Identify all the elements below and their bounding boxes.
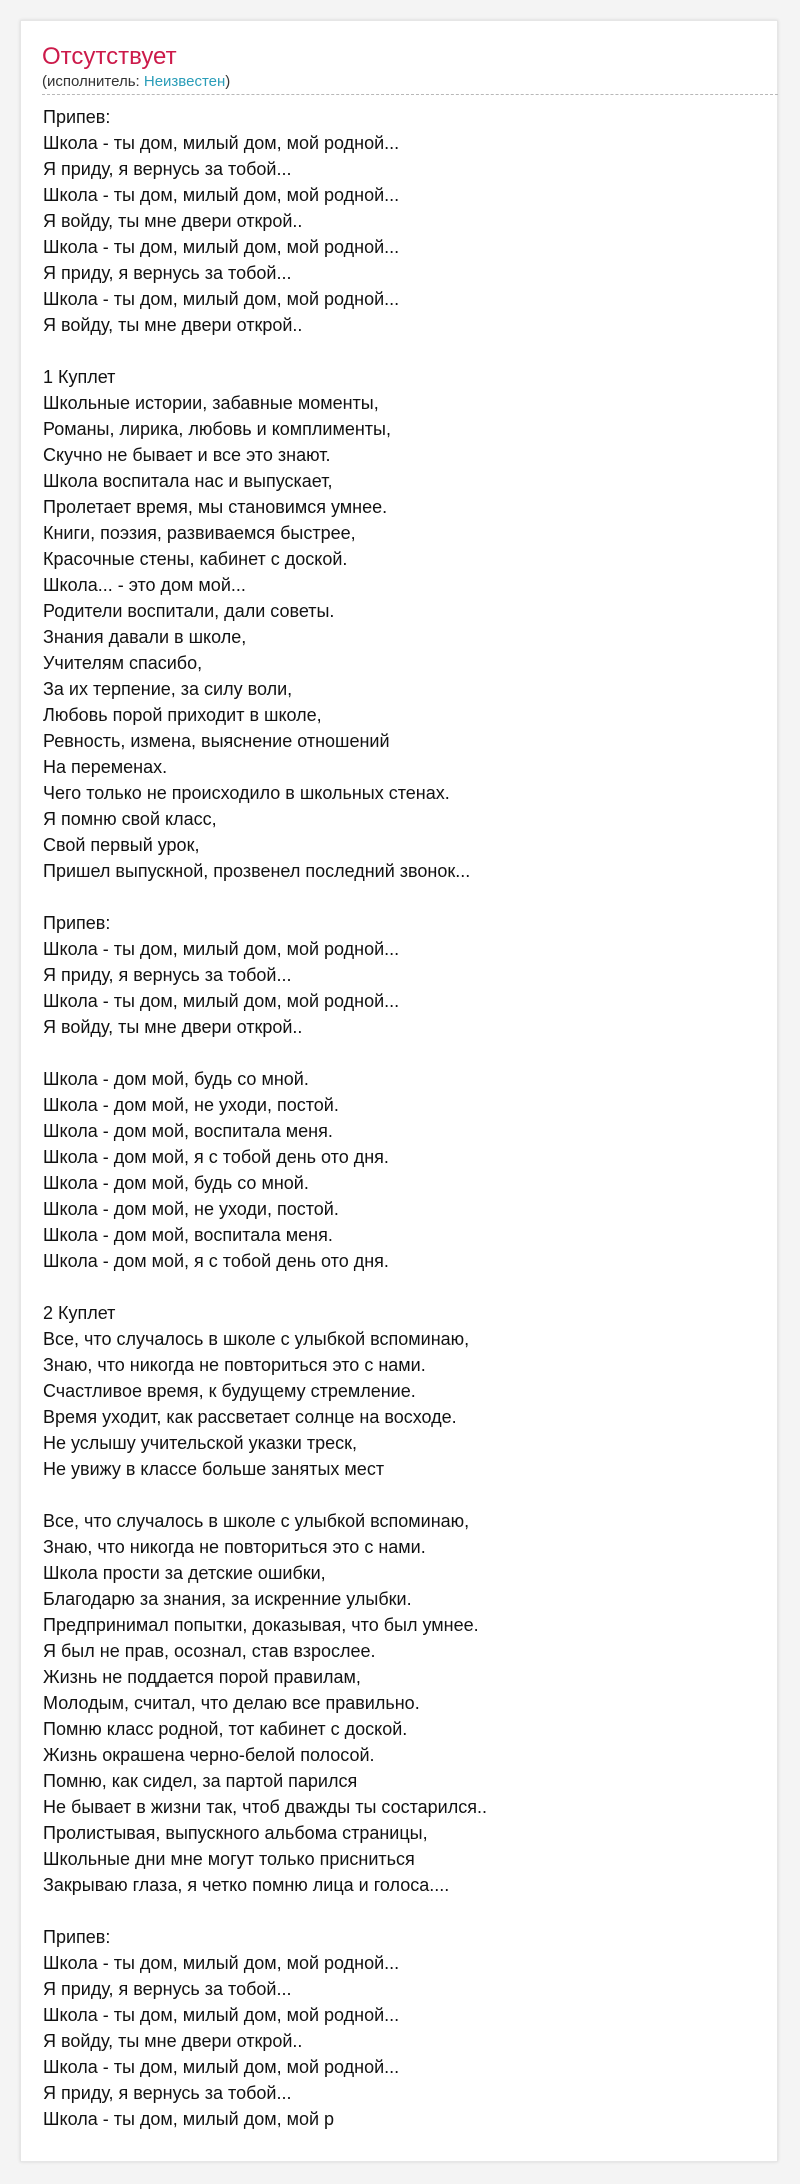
lyric-line: Школа - ты дом, милый дом, мой родной... [43, 939, 400, 959]
lyric-line: Школьные истории, забавные моменты, [43, 393, 379, 413]
lyric-line: Счастливое время, к будущему стремление. [43, 1381, 416, 1401]
lyric-line: Школа - ты дом, милый дом, мой родной... [43, 2057, 400, 2077]
lyric-line: Школа - ты дом, милый дом, мой родной... [43, 2005, 400, 2025]
lyric-line: Жизнь не поддается порой правилам, [43, 1667, 361, 1687]
lyric-line: Я был не прав, осознал, став взрослее. [43, 1641, 376, 1661]
lyric-line: Я войду, ты мне двери открой.. [43, 2031, 303, 2051]
lyric-line: Я приду, я вернусь за тобой... [43, 1979, 292, 1999]
lyric-line: Помню класс родной, тот кабинет с доской. [43, 1719, 408, 1739]
lyric-line: Я приду, я вернусь за тобой... [43, 965, 292, 985]
lyric-line: Школа - ты дом, милый дом, мой родной... [43, 185, 400, 205]
lyric-line: Припев: [43, 1927, 111, 1947]
lyric-line: Пришел выпускной, прозвенел последний звонок... [43, 861, 471, 881]
lyric-line: Школа - дом мой, я с тобой день ото дня. [43, 1251, 389, 1271]
lyric-line: Пролистывая, выпускного альбома страницы, [43, 1823, 428, 1843]
lyric-line: 2 Куплет [43, 1303, 116, 1323]
song-header [42, 41, 778, 95]
lyric-line: Школа - ты дом, милый дом, мой родной... [43, 289, 400, 309]
lyric-line: Молодым, считал, что делаю все правильно. [43, 1693, 420, 1713]
song-title: Отсутствует [42, 43, 177, 70]
lyric-line: Школа - дом мой, не уходи, постой. [43, 1199, 339, 1219]
lyric-line: Припев: [43, 913, 111, 933]
lyric-line: На переменах. [43, 757, 168, 777]
stanza-gap [43, 1898, 779, 1924]
lyric-line: Время уходит, как рассветает солнце на восходе. [43, 1407, 457, 1427]
artist-prefix: (исполнитель: [42, 73, 144, 90]
lyric-line: Закрываю глаза, я четко помню лица и голоса.... [43, 1875, 450, 1895]
lyric-line: Школьные дни мне могут только присниться [43, 1849, 415, 1869]
lyric-line: Свой первый урок, [43, 835, 200, 855]
lyric-line: Предпринимал попытки, доказывая, что был умнее. [43, 1615, 479, 1635]
lyric-line: Школа - ты дом, милый дом, мой родной... [43, 133, 400, 153]
lyric-line: Школа - ты дом, милый дом, мой р [43, 2109, 335, 2129]
lyric-line: Школа - ты дом, милый дом, мой родной... [43, 1953, 400, 1973]
lyric-line: Не услышу учительской указки треск, [43, 1433, 358, 1453]
lyric-line: Школа воспитала нас и выпускает, [43, 471, 333, 491]
lyric-line: Красочные стены, кабинет с доской. [43, 549, 348, 569]
lyric-line: Я приду, я вернусь за тобой... [43, 2083, 292, 2103]
lyric-line: Школа - дом мой, воспитала меня. [43, 1121, 333, 1141]
lyric-line: Жизнь окрашена черно-белой полосой. [43, 1745, 375, 1765]
lyric-line: Не увижу в классе больше занятых мест [43, 1459, 385, 1479]
lyrics-body [43, 104, 779, 2132]
lyric-line: Книги, поэзия, развиваемся быстрее, [43, 523, 356, 543]
stanza-gap [43, 338, 779, 364]
lyric-line: Я помню свой класс, [43, 809, 217, 829]
lyric-line: Помню, как сидел, за партой парился [43, 1771, 358, 1791]
lyric-line: 1 Куплет [43, 367, 116, 387]
artist-line [42, 72, 230, 92]
lyric-line: Романы, лирика, любовь и комплименты, [43, 419, 391, 439]
artist-link[interactable]: Неизвестен [143, 73, 226, 90]
lyric-line: Любовь порой приходит в школе, [43, 705, 322, 725]
lyric-line: Школа прости за детские ошибки, [43, 1563, 326, 1583]
lyric-line: Благодарю за знания, за искренние улыбки. [43, 1589, 412, 1609]
lyric-line: Я войду, ты мне двери открой.. [43, 315, 303, 335]
lyric-line: Я приду, я вернусь за тобой... [43, 159, 292, 179]
lyric-line: Пролетает время, мы становимся умнее. [43, 497, 388, 517]
lyrics-card [20, 20, 778, 2162]
lyric-line: Родители воспитали, дали советы. [43, 601, 335, 621]
lyric-line: Все, что случалось в школе с улыбкой вспоминаю, [43, 1511, 470, 1531]
lyric-line: Не бывает в жизни так, чтоб дважды ты состарился.. [43, 1797, 487, 1817]
lyric-line: Школа - ты дом, милый дом, мой родной... [43, 237, 400, 257]
lyric-line: Я приду, я вернусь за тобой... [43, 263, 292, 283]
lyric-line: Учителям спасибо, [43, 653, 203, 673]
lyric-line: Школа - дом мой, будь со мной. [43, 1069, 309, 1089]
stanza-gap [43, 884, 779, 910]
lyric-line: Школа - дом мой, я с тобой день ото дня. [43, 1147, 389, 1167]
artist-suffix: ) [225, 73, 231, 90]
lyric-line: Школа - дом мой, воспитала меня. [43, 1225, 333, 1245]
lyric-line: За их терпение, за силу воли, [43, 679, 293, 699]
lyric-line: Школа - ты дом, милый дом, мой родной... [43, 991, 400, 1011]
lyric-line: Все, что случалось в школе с улыбкой вспоминаю, [43, 1329, 470, 1349]
lyric-line: Ревность, измена, выяснение отношений [43, 731, 390, 751]
lyric-line: Скучно не бывает и все это знают. [43, 445, 331, 465]
lyric-line: Знаю, что никогда не повториться это с нами. [43, 1355, 426, 1375]
lyric-line: Припев: [43, 107, 111, 127]
lyric-line: Школа - дом мой, будь со мной. [43, 1173, 309, 1193]
lyric-line: Я войду, ты мне двери открой.. [43, 211, 303, 231]
lyric-line: Знания давали в школе, [43, 627, 247, 647]
stanza-gap [43, 1040, 779, 1066]
lyric-line: Я войду, ты мне двери открой.. [43, 1017, 303, 1037]
stanza-gap [43, 1274, 779, 1300]
lyric-line: Чего только не происходило в школьных стенах. [43, 783, 450, 803]
lyric-line: Школа... - это дом мой... [43, 575, 246, 595]
lyric-line: Знаю, что никогда не повториться это с нами. [43, 1537, 426, 1557]
lyric-line: Школа - дом мой, не уходи, постой. [43, 1095, 339, 1115]
stanza-gap [43, 1482, 779, 1508]
